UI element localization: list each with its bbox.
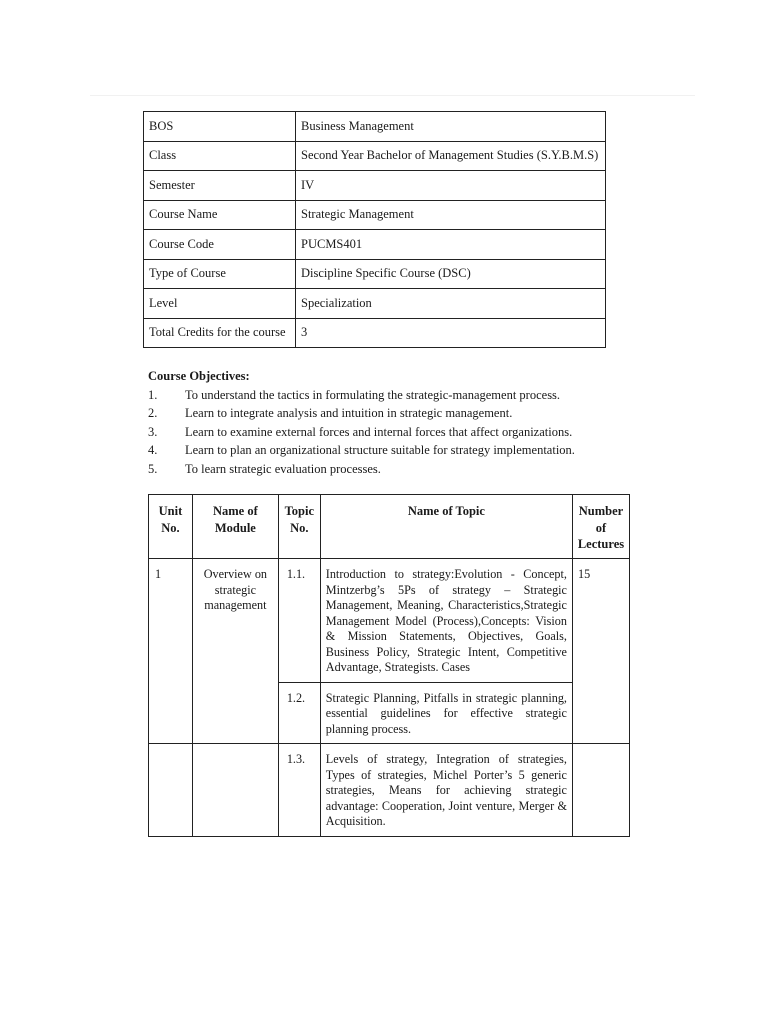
table-row <box>144 230 606 260</box>
info-value: Business Management <box>296 112 606 142</box>
list-item <box>148 404 575 423</box>
info-key: Course Name <box>144 200 296 230</box>
info-key: Semester <box>144 171 296 201</box>
table-row <box>144 200 606 230</box>
header-topic-no: Topic No. <box>278 495 320 559</box>
table-row <box>144 141 606 171</box>
empty-cell <box>192 744 278 837</box>
header-topic-name: Name of Topic <box>320 495 572 559</box>
page-top-rule <box>90 95 695 96</box>
module-name: Overview on strategic management <box>192 559 278 744</box>
info-value: IV <box>296 171 606 201</box>
info-value: PUCMS401 <box>296 230 606 260</box>
objective-text: Learn to plan an organizational structure suitable for strategy implementation. <box>185 443 575 457</box>
info-value: Discipline Specific Course (DSC) <box>296 259 606 289</box>
topic-text: Levels of strategy, Integration of strategies, Types of strategies, Michel Porter’s 5 generic strategies, Means for achieving strategic advantage: Cooperation, Joint venture, Merger & Acquisition. <box>320 744 572 837</box>
list-item <box>148 460 575 479</box>
topic-number: 1.3. <box>278 744 320 837</box>
info-key: Level <box>144 289 296 319</box>
course-info-table <box>143 111 606 348</box>
objective-number: 5. <box>148 461 158 476</box>
objective-number: 3. <box>148 424 158 439</box>
objective-number: 1. <box>148 387 158 402</box>
info-key: Class <box>144 141 296 171</box>
objective-text: To understand the tactics in formulating the strategic-management process. <box>185 387 561 402</box>
list-item <box>148 423 575 442</box>
topic-number: 1.2. <box>278 682 320 744</box>
table-row <box>149 559 630 683</box>
lecture-count: 15 <box>572 559 629 744</box>
header-lectures: Number of Lectures <box>572 495 629 559</box>
objective-text: To learn strategic evaluation processes. <box>185 461 381 476</box>
syllabus-table <box>148 494 630 837</box>
topic-text: Introduction to strategy:Evolution - Concept, Mintzerbg’s 5Ps of strategy – Strategic Management, Meaning, Characteristics,Strategic Management Model (Process),Concepts: Vision & Mission Statements, Objectives, Goals, Business Policy, Strategic Intent, Competitive Advantage, Strategists. Cases <box>320 559 572 683</box>
list-item <box>148 386 575 405</box>
table-header-row <box>149 495 630 559</box>
course-objectives <box>148 367 575 478</box>
topic-text: Strategic Planning, Pitfalls in strategic planning, essential guidelines for effective strategic planning process. <box>320 682 572 744</box>
info-value: 3 <box>296 318 606 348</box>
table-row <box>144 259 606 289</box>
table-row <box>144 318 606 348</box>
table-row <box>149 744 630 837</box>
table-row <box>144 171 606 201</box>
header-module-name: Name of Module <box>192 495 278 559</box>
objective-text: Learn to examine external forces and internal forces that affect organizations. <box>185 424 573 439</box>
info-key: BOS <box>144 112 296 142</box>
empty-cell <box>149 744 193 837</box>
info-key: Total Credits for the course <box>144 318 296 348</box>
objective-number: 4. <box>148 443 158 457</box>
objective-number: 2. <box>148 406 158 420</box>
empty-cell <box>572 744 629 837</box>
info-value: Specialization <box>296 289 606 319</box>
topic-number: 1.1. <box>278 559 320 683</box>
info-value: Second Year Bachelor of Management Studies (S.Y.B.M.S) <box>296 141 606 171</box>
table-row <box>144 289 606 319</box>
info-key: Type of Course <box>144 259 296 289</box>
info-key: Course Code <box>144 230 296 260</box>
list-item <box>148 441 575 460</box>
objective-text: Learn to integrate analysis and intuition in strategic management. <box>185 406 513 420</box>
header-unit-no: Unit No. <box>149 495 193 559</box>
info-value: Strategic Management <box>296 200 606 230</box>
objectives-heading: Course Objectives: <box>148 369 250 383</box>
table-row <box>144 112 606 142</box>
unit-number: 1 <box>149 559 193 744</box>
